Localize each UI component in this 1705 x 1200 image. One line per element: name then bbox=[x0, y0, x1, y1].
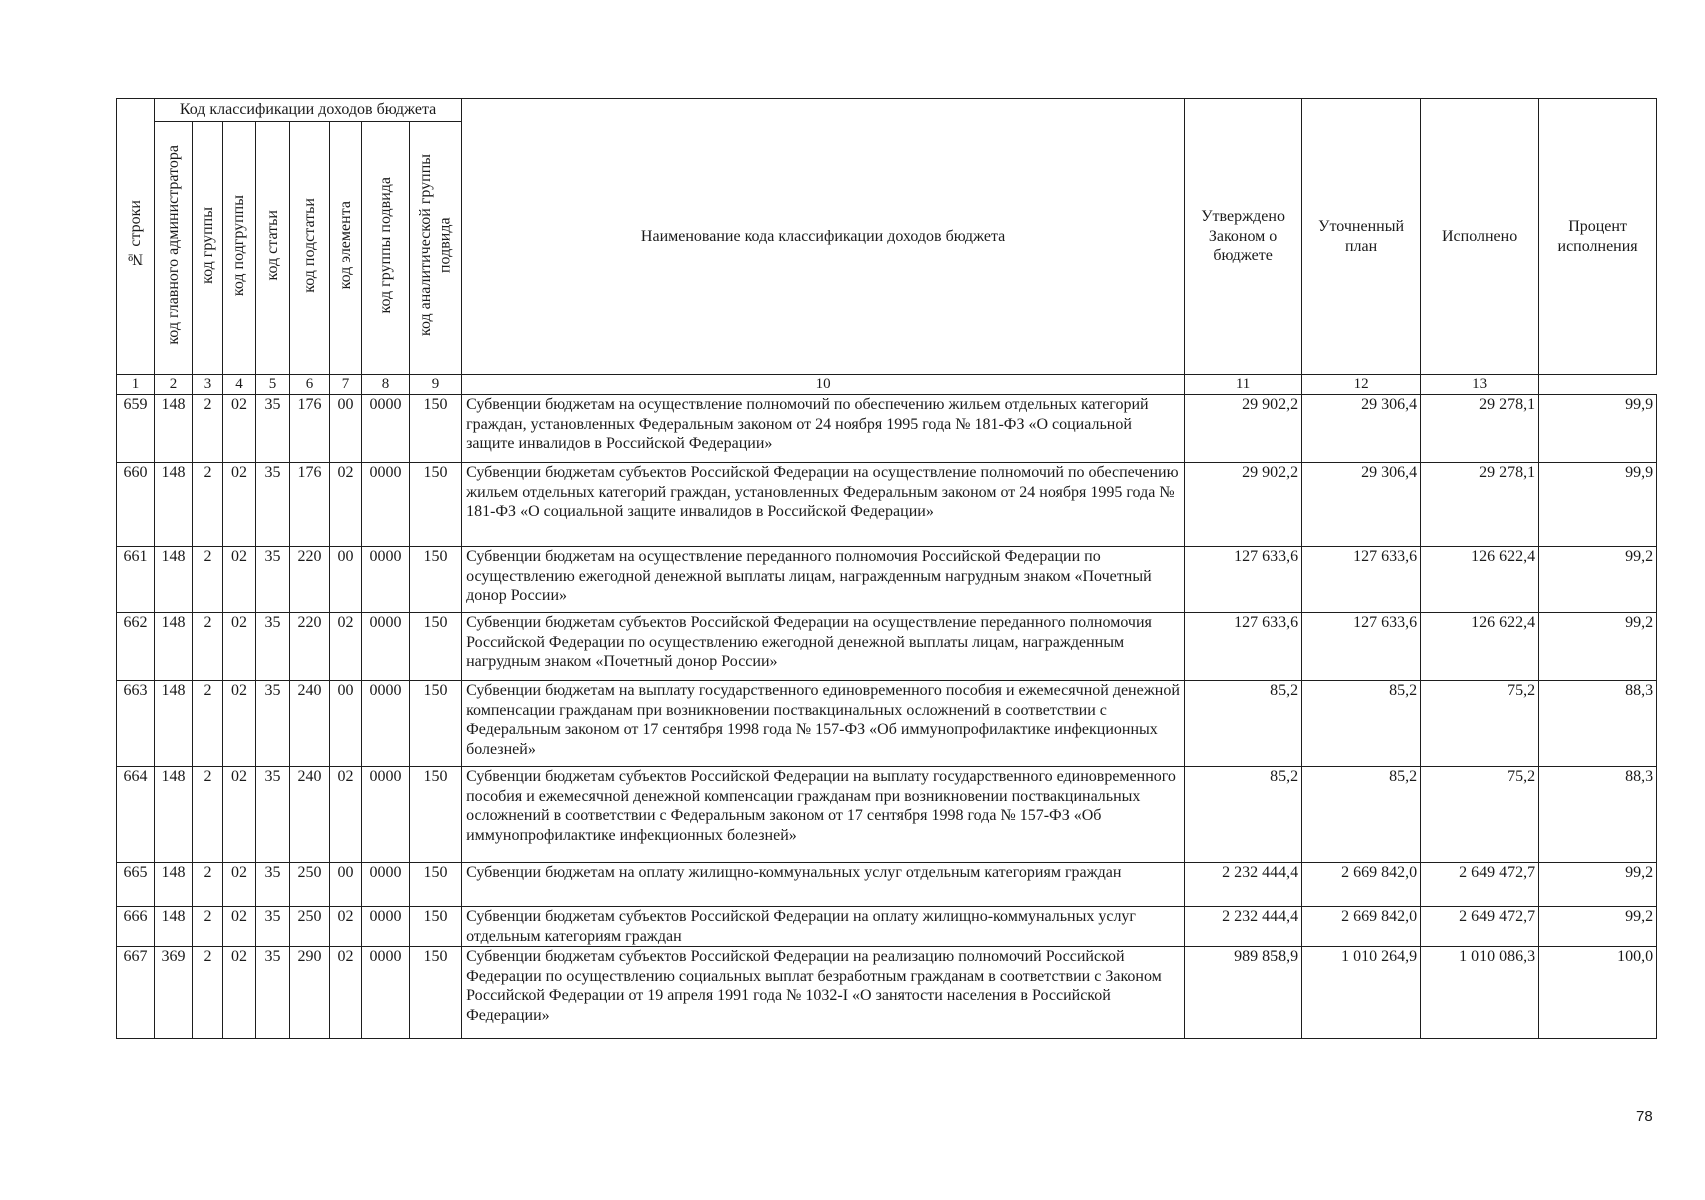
subtype-group-code-cell: 0000 bbox=[362, 463, 410, 547]
approved-amount-cell: 127 633,6 bbox=[1185, 613, 1302, 681]
subtype-group-code-cell: 0000 bbox=[362, 947, 410, 1039]
approved-amount-cell: 2 232 444,4 bbox=[1185, 863, 1302, 907]
row-number-cell: 666 bbox=[117, 907, 155, 947]
approved-amount-cell: 29 902,2 bbox=[1185, 395, 1302, 463]
header-executed: Исполнено bbox=[1421, 99, 1539, 375]
analytic-group-code-cell: 150 bbox=[410, 463, 462, 547]
column-number: 13 bbox=[1421, 375, 1539, 395]
admin-code-cell: 148 bbox=[155, 907, 193, 947]
element-code-cell: 00 bbox=[330, 395, 362, 463]
header-row-number: № строки bbox=[117, 99, 155, 375]
column-number: 5 bbox=[256, 375, 290, 395]
admin-code-cell: 148 bbox=[155, 547, 193, 613]
table-row bbox=[117, 613, 1657, 681]
approved-amount-cell: 127 633,6 bbox=[1185, 547, 1302, 613]
subarticle-code-cell: 220 bbox=[290, 613, 330, 681]
subgroup-code-cell: 02 bbox=[223, 947, 256, 1039]
article-code-cell: 35 bbox=[256, 907, 290, 947]
classification-name-cell: Субвенции бюджетам субъектов Российской Федерации на оплату жилищно-коммунальных услуг отдельным категориям граждан bbox=[462, 907, 1185, 947]
column-number: 9 bbox=[410, 375, 462, 395]
executed-amount-cell: 2 649 472,7 bbox=[1421, 863, 1539, 907]
refined-plan-amount-cell: 127 633,6 bbox=[1302, 547, 1421, 613]
element-code-cell: 02 bbox=[330, 947, 362, 1039]
subarticle-code-cell: 250 bbox=[290, 907, 330, 947]
admin-code-cell: 148 bbox=[155, 863, 193, 907]
column-number: 11 bbox=[1185, 375, 1302, 395]
column-number: 3 bbox=[193, 375, 223, 395]
header-subarticle-code: код подстатьи bbox=[290, 122, 330, 375]
article-code-cell: 35 bbox=[256, 613, 290, 681]
analytic-group-code-cell: 150 bbox=[410, 907, 462, 947]
column-number: 6 bbox=[290, 375, 330, 395]
subarticle-code-cell: 176 bbox=[290, 395, 330, 463]
column-number: 8 bbox=[362, 375, 410, 395]
group-code-cell: 2 bbox=[193, 767, 223, 863]
table-row bbox=[117, 681, 1657, 767]
table-row bbox=[117, 547, 1657, 613]
subtype-group-code-cell: 0000 bbox=[362, 863, 410, 907]
analytic-group-code-cell: 150 bbox=[410, 613, 462, 681]
classification-name-cell: Субвенции бюджетам на оплату жилищно-коммунальных услуг отдельным категориям граждан bbox=[462, 863, 1185, 907]
article-code-cell: 35 bbox=[256, 395, 290, 463]
element-code-cell: 00 bbox=[330, 863, 362, 907]
article-code-cell: 35 bbox=[256, 947, 290, 1039]
classification-name-cell: Субвенции бюджетам субъектов Российской Федерации на осуществление переданного полномочия Российской Федерации по осуществлению ежегодной денежной выплаты лицам, награжденным нагрудным знаком «Почетный донор России» bbox=[462, 613, 1185, 681]
classification-name-cell: Субвенции бюджетам на выплату государственного единовременного пособия и ежемесячной денежной компенсации гражданам при возникновении поствакцинальных осложнений в соответствии с Федеральным законом от 17 сентября 1998 года № 157-ФЗ «Об иммунопрофилактике инфекционных болезней» bbox=[462, 681, 1185, 767]
subarticle-code-cell: 240 bbox=[290, 767, 330, 863]
subtype-group-code-cell: 0000 bbox=[362, 613, 410, 681]
header-admin-code: код главного администратора bbox=[155, 122, 193, 375]
column-number: 10 bbox=[462, 375, 1185, 395]
subgroup-code-cell: 02 bbox=[223, 613, 256, 681]
header-subtype-group-code: код группы подвида bbox=[362, 122, 410, 375]
percent-cell: 99,2 bbox=[1539, 863, 1657, 907]
row-number-cell: 662 bbox=[117, 613, 155, 681]
table-header bbox=[117, 99, 1657, 395]
subgroup-code-cell: 02 bbox=[223, 907, 256, 947]
subarticle-code-cell: 250 bbox=[290, 863, 330, 907]
article-code-cell: 35 bbox=[256, 681, 290, 767]
header-group-code: код группы bbox=[193, 122, 223, 375]
header-classification-name: Наименование кода классификации доходов бюджета bbox=[462, 99, 1185, 375]
admin-code-cell: 148 bbox=[155, 681, 193, 767]
table-body bbox=[117, 395, 1657, 1039]
row-number-cell: 660 bbox=[117, 463, 155, 547]
column-number: 12 bbox=[1302, 375, 1421, 395]
refined-plan-amount-cell: 85,2 bbox=[1302, 767, 1421, 863]
classification-name-cell: Субвенции бюджетам субъектов Российской Федерации на выплату государственного единовременного пособия и ежемесячной денежной компенсации гражданам при возникновении поствакцинальных осложнений в соответствии с Федеральным законом от 17 сентября 1998 года № 157-ФЗ «Об иммунопрофилактике инфекционных болезней» bbox=[462, 767, 1185, 863]
percent-cell: 99,2 bbox=[1539, 907, 1657, 947]
subtype-group-code-cell: 0000 bbox=[362, 907, 410, 947]
percent-cell: 99,9 bbox=[1539, 463, 1657, 547]
executed-amount-cell: 2 649 472,7 bbox=[1421, 907, 1539, 947]
element-code-cell: 02 bbox=[330, 767, 362, 863]
subarticle-code-cell: 290 bbox=[290, 947, 330, 1039]
analytic-group-code-cell: 150 bbox=[410, 767, 462, 863]
column-number-row bbox=[117, 375, 1657, 395]
table-row bbox=[117, 463, 1657, 547]
article-code-cell: 35 bbox=[256, 863, 290, 907]
element-code-cell: 02 bbox=[330, 613, 362, 681]
header-refined-plan: Уточненный план bbox=[1302, 99, 1421, 375]
table-row bbox=[117, 395, 1657, 463]
table-row bbox=[117, 863, 1657, 907]
approved-amount-cell: 85,2 bbox=[1185, 767, 1302, 863]
group-code-cell: 2 bbox=[193, 547, 223, 613]
header-analytic-group-code: код аналитической группы подвида bbox=[410, 122, 462, 375]
row-number-cell: 664 bbox=[117, 767, 155, 863]
header-article-code: код статьи bbox=[256, 122, 290, 375]
column-number: 4 bbox=[223, 375, 256, 395]
subarticle-code-cell: 240 bbox=[290, 681, 330, 767]
percent-cell: 99,9 bbox=[1539, 395, 1657, 463]
approved-amount-cell: 2 232 444,4 bbox=[1185, 907, 1302, 947]
subgroup-code-cell: 02 bbox=[223, 681, 256, 767]
budget-revenue-table bbox=[116, 98, 1657, 1039]
element-code-cell: 00 bbox=[330, 547, 362, 613]
approved-amount-cell: 29 902,2 bbox=[1185, 463, 1302, 547]
subarticle-code-cell: 220 bbox=[290, 547, 330, 613]
group-code-cell: 2 bbox=[193, 463, 223, 547]
admin-code-cell: 369 bbox=[155, 947, 193, 1039]
page-number: 78 bbox=[1636, 1108, 1653, 1125]
subgroup-code-cell: 02 bbox=[223, 863, 256, 907]
subgroup-code-cell: 02 bbox=[223, 767, 256, 863]
article-code-cell: 35 bbox=[256, 463, 290, 547]
refined-plan-amount-cell: 2 669 842,0 bbox=[1302, 863, 1421, 907]
executed-amount-cell: 126 622,4 bbox=[1421, 613, 1539, 681]
subtype-group-code-cell: 0000 bbox=[362, 395, 410, 463]
classification-name-cell: Субвенции бюджетам субъектов Российской Федерации на осуществление полномочий по обеспечению жильем отдельных категорий граждан, установленных Федеральным законом от 24 ноября 1995 года № 181-ФЗ «О социальной защите инвалидов в Российской Федерации» bbox=[462, 463, 1185, 547]
group-code-cell: 2 bbox=[193, 395, 223, 463]
percent-cell: 100,0 bbox=[1539, 947, 1657, 1039]
executed-amount-cell: 75,2 bbox=[1421, 767, 1539, 863]
row-number-cell: 665 bbox=[117, 863, 155, 907]
classification-name-cell: Субвенции бюджетам на осуществление полномочий по обеспечению жильем отдельных категорий граждан, установленных Федеральным законом от 24 ноября 1995 года № 181-ФЗ «О социальной защите инвалидов в Российской Федерации» bbox=[462, 395, 1185, 463]
executed-amount-cell: 29 278,1 bbox=[1421, 463, 1539, 547]
subgroup-code-cell: 02 bbox=[223, 547, 256, 613]
row-number-cell: 663 bbox=[117, 681, 155, 767]
refined-plan-amount-cell: 29 306,4 bbox=[1302, 395, 1421, 463]
subgroup-code-cell: 02 bbox=[223, 463, 256, 547]
row-number-cell: 661 bbox=[117, 547, 155, 613]
analytic-group-code-cell: 150 bbox=[410, 681, 462, 767]
table-row bbox=[117, 907, 1657, 947]
element-code-cell: 00 bbox=[330, 681, 362, 767]
article-code-cell: 35 bbox=[256, 767, 290, 863]
group-code-cell: 2 bbox=[193, 907, 223, 947]
group-code-cell: 2 bbox=[193, 863, 223, 907]
column-number: 7 bbox=[330, 375, 362, 395]
article-code-cell: 35 bbox=[256, 547, 290, 613]
header-percent: Процент исполнения bbox=[1539, 99, 1657, 375]
percent-cell: 88,3 bbox=[1539, 681, 1657, 767]
group-code-cell: 2 bbox=[193, 613, 223, 681]
classification-name-cell: Субвенции бюджетам субъектов Российской Федерации на реализацию полномочий Российской Федерации по осуществлению социальных выплат безработным гражданам в соответствии с Законом Российской Федерации от 19 апреля 1991 года № 1032-I «О занятости населения в Российской Федерации» bbox=[462, 947, 1185, 1039]
column-number: 2 bbox=[155, 375, 193, 395]
subtype-group-code-cell: 0000 bbox=[362, 547, 410, 613]
header-element-code: код элемента bbox=[330, 122, 362, 375]
analytic-group-code-cell: 150 bbox=[410, 947, 462, 1039]
element-code-cell: 02 bbox=[330, 907, 362, 947]
executed-amount-cell: 1 010 086,3 bbox=[1421, 947, 1539, 1039]
header-subgroup-code: код подгруппы bbox=[223, 122, 256, 375]
refined-plan-amount-cell: 29 306,4 bbox=[1302, 463, 1421, 547]
refined-plan-amount-cell: 1 010 264,9 bbox=[1302, 947, 1421, 1039]
row-number-cell: 659 bbox=[117, 395, 155, 463]
group-code-cell: 2 bbox=[193, 681, 223, 767]
executed-amount-cell: 75,2 bbox=[1421, 681, 1539, 767]
admin-code-cell: 148 bbox=[155, 613, 193, 681]
refined-plan-amount-cell: 127 633,6 bbox=[1302, 613, 1421, 681]
percent-cell: 99,2 bbox=[1539, 547, 1657, 613]
admin-code-cell: 148 bbox=[155, 767, 193, 863]
table-row bbox=[117, 947, 1657, 1039]
analytic-group-code-cell: 150 bbox=[410, 395, 462, 463]
header-classification-code-group: Код классификации доходов бюджета bbox=[155, 99, 462, 122]
column-number: 1 bbox=[117, 375, 155, 395]
subarticle-code-cell: 176 bbox=[290, 463, 330, 547]
subgroup-code-cell: 02 bbox=[223, 395, 256, 463]
percent-cell: 88,3 bbox=[1539, 767, 1657, 863]
classification-name-cell: Субвенции бюджетам на осуществление переданного полномочия Российской Федерации по осуществлению ежегодной денежной выплаты лицам, награжденным нагрудным знаком «Почетный донор России» bbox=[462, 547, 1185, 613]
header-approved: Утверждено Законом о бюджете bbox=[1185, 99, 1302, 375]
subtype-group-code-cell: 0000 bbox=[362, 767, 410, 863]
approved-amount-cell: 989 858,9 bbox=[1185, 947, 1302, 1039]
analytic-group-code-cell: 150 bbox=[410, 863, 462, 907]
approved-amount-cell: 85,2 bbox=[1185, 681, 1302, 767]
group-code-cell: 2 bbox=[193, 947, 223, 1039]
refined-plan-amount-cell: 2 669 842,0 bbox=[1302, 907, 1421, 947]
executed-amount-cell: 126 622,4 bbox=[1421, 547, 1539, 613]
subtype-group-code-cell: 0000 bbox=[362, 681, 410, 767]
percent-cell: 99,2 bbox=[1539, 613, 1657, 681]
executed-amount-cell: 29 278,1 bbox=[1421, 395, 1539, 463]
admin-code-cell: 148 bbox=[155, 463, 193, 547]
row-number-cell: 667 bbox=[117, 947, 155, 1039]
element-code-cell: 02 bbox=[330, 463, 362, 547]
analytic-group-code-cell: 150 bbox=[410, 547, 462, 613]
admin-code-cell: 148 bbox=[155, 395, 193, 463]
table-row bbox=[117, 767, 1657, 863]
refined-plan-amount-cell: 85,2 bbox=[1302, 681, 1421, 767]
